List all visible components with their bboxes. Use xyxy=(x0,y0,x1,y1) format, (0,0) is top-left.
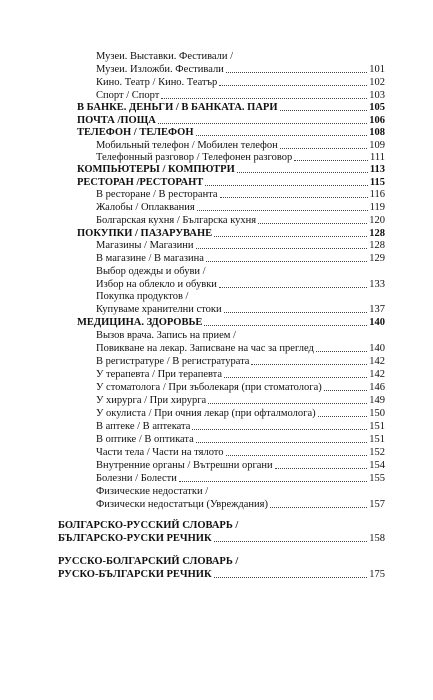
toc-entry-muzei: Музеи. Изложби. Фестивали 101 xyxy=(96,64,385,75)
page-number: 120 xyxy=(369,215,385,226)
toc-entry-v-restorane: В ресторане / В ресторанта 116 xyxy=(96,189,385,200)
dot-leader xyxy=(258,223,367,224)
toc-section-pokupki: ПОКУПКИ / ПАЗАРУВАНЕ 128 xyxy=(77,228,385,239)
toc-dictionary2-line1: РУССКО-БОЛГАРСКИЙ СЛОВАРЬ / xyxy=(58,556,239,567)
toc-entry-produkty-line1: Покупка продуктов / xyxy=(96,291,189,302)
toc-entry-chasti: Части тела / Части на тялото 152 xyxy=(96,447,385,458)
dot-leader xyxy=(224,377,367,378)
toc-section-restoran: РЕСТОРАН /РЕСТОРАНТ 115 xyxy=(77,177,385,188)
toc-entry-registratura: В регистратуре / В регистратурата 142 xyxy=(96,356,385,367)
dot-leader xyxy=(214,236,367,237)
toc-entry-optika: В оптике / В оптиката 151 xyxy=(96,434,385,445)
toc-entry-apteka: В аптеке / В аптеката 151 xyxy=(96,421,385,432)
page-number: 155 xyxy=(369,473,385,484)
toc-entry-magaziny: Магазины / Магазини 128 xyxy=(96,240,385,251)
page-number: 128 xyxy=(369,240,385,251)
page-number: 140 xyxy=(369,343,385,354)
page-number: 113 xyxy=(369,164,385,175)
page-number: 102 xyxy=(369,77,385,88)
page-number: 142 xyxy=(369,369,385,380)
dot-leader xyxy=(270,507,367,508)
toc-entry-stomatolog: У стоматолога / При зъболекаря (при стоматолога) 146 xyxy=(96,382,385,393)
page-number: 109 xyxy=(369,140,385,151)
dot-leader xyxy=(280,148,368,149)
toc-entry-razgovor: Телефонный разговор / Телефонен разговор 111 xyxy=(96,152,385,163)
toc-entry-v-magazine: В магазине / В магазина 129 xyxy=(96,253,385,264)
dot-leader xyxy=(280,110,368,111)
page-number: 150 xyxy=(369,408,385,419)
dot-leader xyxy=(220,197,368,198)
page-number: 106 xyxy=(369,115,385,126)
page-number: 115 xyxy=(369,177,385,188)
page-number: 105 xyxy=(369,102,385,113)
dot-leader xyxy=(196,248,368,249)
toc-section-computers: КОМПЬЮТЕРЫ / КОМПЮТРИ 113 xyxy=(77,164,385,175)
page-number: 119 xyxy=(369,202,385,213)
dot-leader xyxy=(226,455,368,456)
toc-entry-organy: Внутренние органы / Вътрешни органи 154 xyxy=(96,460,385,471)
toc-dictionary2: РУСКО-БЪЛГАРСКИ РЕЧНИК 175 xyxy=(58,569,385,580)
toc-section-banke: В БАНКЕ. ДЕНЬГИ / В БАНКАТА. ПАРИ 105 xyxy=(77,102,385,113)
dot-leader xyxy=(204,325,367,326)
toc-entry-odezhda: Избор на облекло и обувки 133 xyxy=(96,279,385,290)
toc-entry-zhaloby: Жалобы / Оплаквания 119 xyxy=(96,202,385,213)
toc-entry-sport: Спорт / Спорт 103 xyxy=(96,90,385,101)
page-number: 151 xyxy=(369,434,385,445)
dot-leader xyxy=(318,416,368,417)
page-number: 101 xyxy=(369,64,385,75)
toc-section-pochta: ПОЧТА /ПОЩА 106 xyxy=(77,115,385,126)
toc-entry-terapevt: У терапевта / При терапевта 142 xyxy=(96,369,385,380)
page-number: 158 xyxy=(369,533,385,544)
dot-leader xyxy=(275,468,368,469)
dot-leader xyxy=(237,172,368,173)
dot-leader xyxy=(219,287,367,288)
dot-leader xyxy=(179,481,367,482)
page-number: 129 xyxy=(369,253,385,264)
dot-leader xyxy=(324,390,368,391)
toc-entry-odezhda-line1: Выбор одежды и обуви / xyxy=(96,266,206,277)
page-number: 157 xyxy=(369,499,385,510)
page-number: 140 xyxy=(369,317,385,328)
page-number: 175 xyxy=(369,569,385,580)
page-number: 116 xyxy=(369,189,385,200)
dot-leader xyxy=(226,72,367,73)
page-number: 152 xyxy=(369,447,385,458)
dot-leader xyxy=(196,442,367,443)
toc-entry-nedostatki-line1: Физические недостатки / xyxy=(96,486,209,497)
toc-entry-muzei-line1: Музеи. Выставки. Фестивали / xyxy=(96,51,234,62)
page-number: 151 xyxy=(369,421,385,432)
toc-entry-bolezni: Болезни / Болести 155 xyxy=(96,473,385,484)
dot-leader xyxy=(224,312,368,313)
dot-leader xyxy=(205,185,368,186)
toc-dictionary1-line1: БОЛГАРСКО-РУССКИЙ СЛОВАРЬ / xyxy=(58,520,239,531)
dot-leader xyxy=(214,541,368,542)
page-number: 111 xyxy=(370,152,385,163)
toc-entry-kino: Кино. Театр / Кино. Театър 102 xyxy=(96,77,385,88)
page-number: 128 xyxy=(369,228,385,239)
toc-entry-produkty: Купуваме хранителни стоки 137 xyxy=(96,304,385,315)
page-number: 142 xyxy=(369,356,385,367)
dot-leader xyxy=(294,160,368,161)
page-number: 103 xyxy=(369,90,385,101)
toc-section-medicina: МЕДИЦИНА. ЗДОРОВЬЕ 140 xyxy=(77,317,385,328)
toc-entry-mobile: Мобильный телефон / Мобилен телефон 109 xyxy=(96,140,385,151)
page-number: 137 xyxy=(369,304,385,315)
dot-leader xyxy=(206,261,367,262)
page-number: 133 xyxy=(369,279,385,290)
dot-leader xyxy=(316,351,367,352)
dot-leader xyxy=(197,210,368,211)
page-number: 154 xyxy=(369,460,385,471)
toc-entry-okulist: У окулиста / При очния лекар (при офталмолога) 150 xyxy=(96,408,385,419)
dot-leader xyxy=(161,98,367,99)
dot-leader xyxy=(251,364,367,365)
toc-entry-hirurg: У хирурга / При хирурга 149 xyxy=(96,395,385,406)
page-number: 149 xyxy=(369,395,385,406)
toc-entry-nedostatki: Физически недостатъци (Увреждания) 157 xyxy=(96,499,385,510)
toc-dictionary1: БЪЛГАРСКО-РУСКИ РЕЧНИК 158 xyxy=(58,533,385,544)
page-number: 146 xyxy=(369,382,385,393)
toc-entry-kuhnya: Болгарская кухня / Българска кухня 120 xyxy=(96,215,385,226)
dot-leader xyxy=(219,85,367,86)
dot-leader xyxy=(208,403,367,404)
page-number: 108 xyxy=(369,127,385,138)
toc-entry-vyzov-line1: Вызов врача. Запись на прием / xyxy=(96,330,236,341)
dot-leader xyxy=(196,135,368,136)
dot-leader xyxy=(192,429,367,430)
dot-leader xyxy=(158,123,367,124)
dot-leader xyxy=(214,577,368,578)
toc-section-telefon: ТЕЛЕФОН / ТЕЛЕФОН 108 xyxy=(77,127,385,138)
toc-entry-vyzov: Повикване на лекар. Записване на час за преглед 140 xyxy=(96,343,385,354)
